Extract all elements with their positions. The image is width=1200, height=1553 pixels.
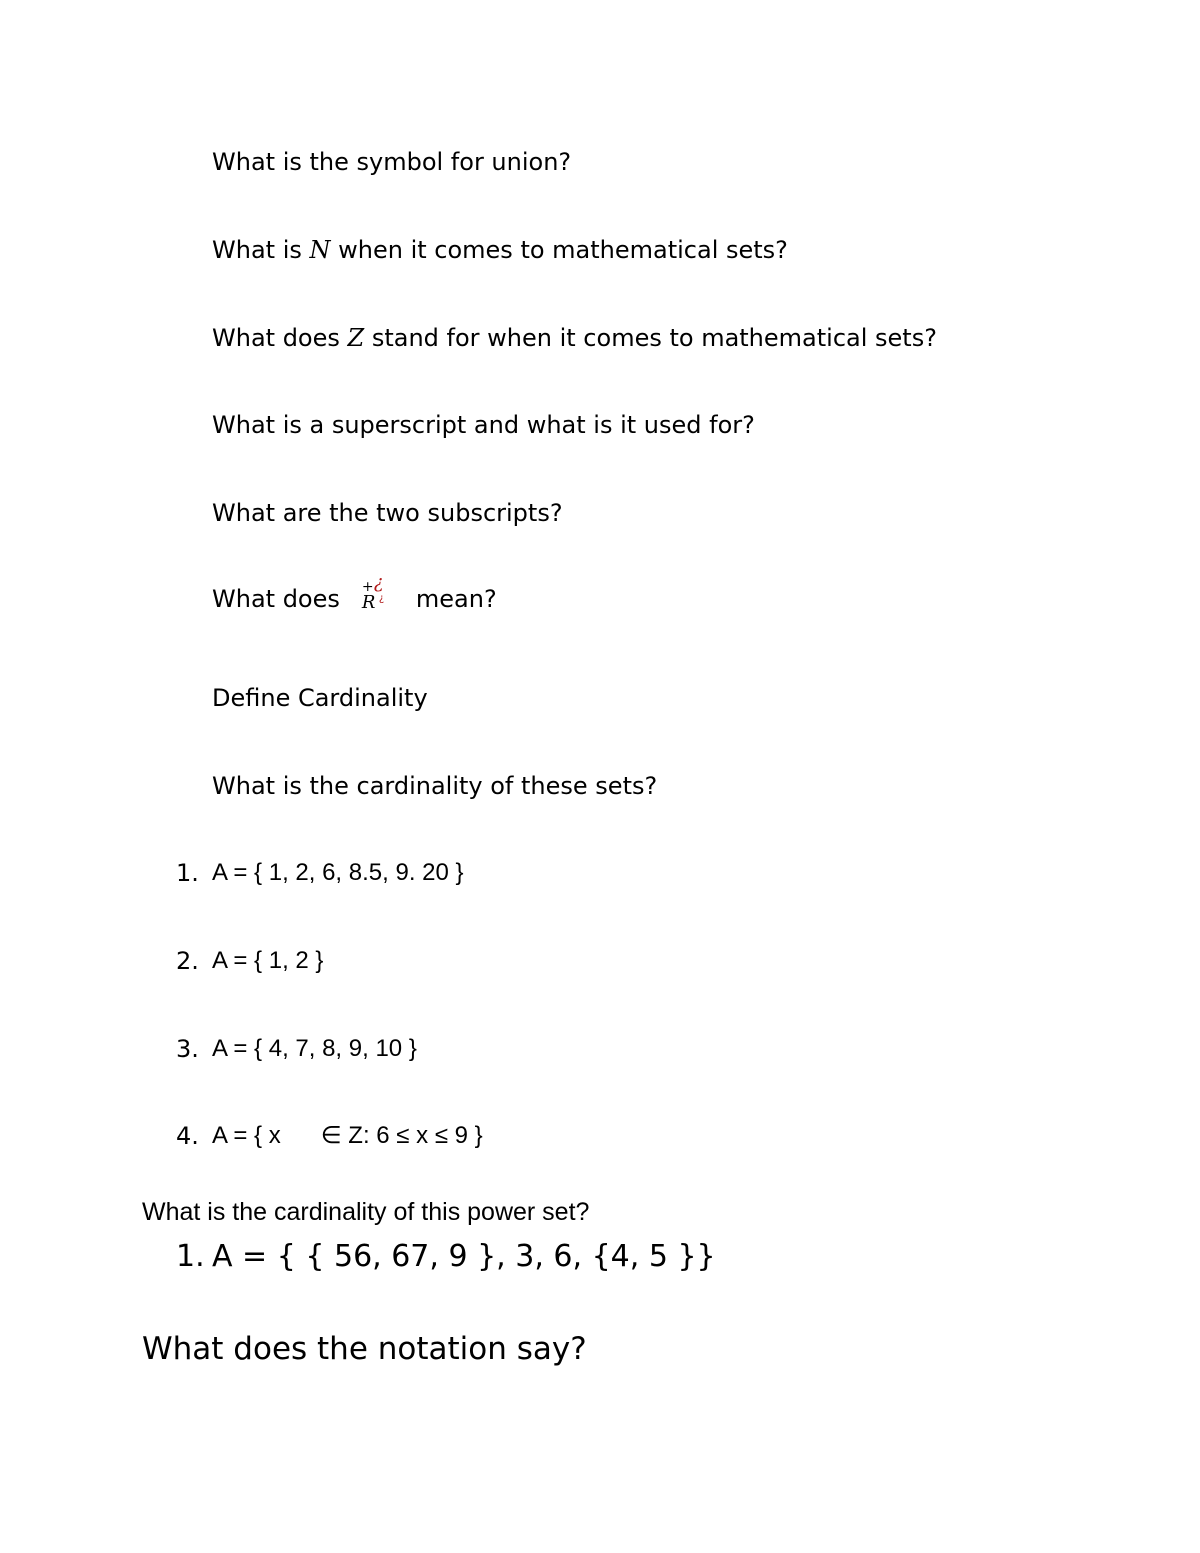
list-number: 3. <box>176 1035 199 1063</box>
set-item: A = { 1, 2 } <box>212 947 324 974</box>
integers-variable: Z <box>347 324 365 352</box>
question-subscripts: What are the two subscripts? <box>212 499 563 527</box>
set-builder-part: A = { x <box>212 1122 281 1149</box>
question-text: What does <box>212 585 340 613</box>
set-item <box>212 1124 483 1148</box>
question-n-set <box>212 238 788 262</box>
list-number: 1. <box>176 859 199 887</box>
real-numbers-symbol: R <box>361 592 376 613</box>
question-notation-meaning <box>212 572 497 620</box>
list-number: 1. <box>176 1239 205 1274</box>
broken-glyph: ¿ <box>373 572 384 593</box>
power-set-expression: A = { { 56, 67, 9 }, 3, 6, {4, 5 }} <box>212 1239 716 1274</box>
question-text: What does <box>212 324 348 352</box>
question-cardinality-sets: What is the cardinality of these sets? <box>212 772 658 800</box>
r-superscript-symbol <box>360 572 400 620</box>
question-text: stand for when it comes to mathematical sets? <box>364 324 937 352</box>
list-number: 2. <box>176 947 199 975</box>
question-union-symbol: What is the symbol for union? <box>212 148 572 176</box>
power-set-question: What is the cardinality of this power set? <box>142 1198 590 1226</box>
list-number: 4. <box>176 1122 199 1150</box>
set-builder-condition: ∈ Z: 6 ≤ x ≤ 9 } <box>320 1122 483 1149</box>
notation-question: What does the notation say? <box>142 1331 587 1367</box>
plus-sign: + <box>361 579 374 595</box>
set-item: A = { 1, 2, 6, 8.5, 9. 20 } <box>212 859 464 886</box>
prompt-define-cardinality: Define Cardinality <box>212 684 428 712</box>
question-z-set <box>212 326 937 350</box>
set-item: A = { 4, 7, 8, 9, 10 } <box>212 1035 417 1062</box>
question-text: What is <box>212 236 310 264</box>
question-text: mean? <box>415 585 497 613</box>
question-superscript: What is a superscript and what is it used for? <box>212 411 755 439</box>
question-text: when it comes to mathematical sets? <box>330 236 788 264</box>
broken-glyph-small: ¿ <box>378 593 385 604</box>
natural-numbers-variable: N <box>309 236 331 264</box>
